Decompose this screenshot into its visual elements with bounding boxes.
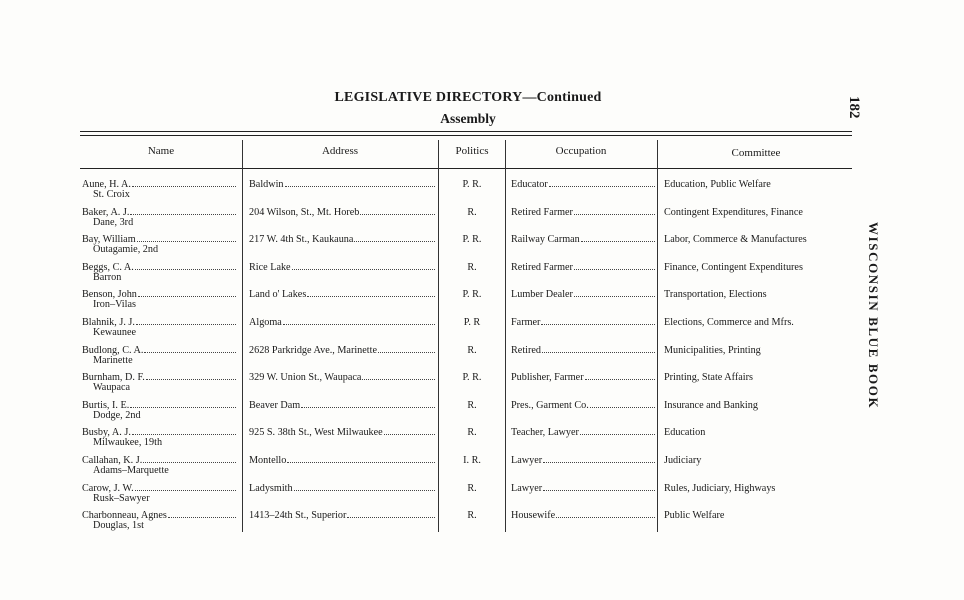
member-occupation: Publisher, Farmer	[511, 372, 655, 383]
top-rule-double	[80, 135, 852, 136]
member-committee: Printing, State Affairs	[664, 372, 753, 384]
member-name: Busby, A. J.	[82, 427, 236, 438]
member-name: Carow, J. W.	[82, 483, 236, 494]
member-committee: Contingent Expenditures, Finance	[664, 206, 803, 218]
member-committee: Rules, Judiciary, Highways	[664, 482, 776, 494]
member-district: Milwaukee, 19th	[93, 437, 163, 449]
member-district: Adams–Marquette	[93, 465, 169, 476]
member-district: Outagamie, 2nd	[93, 244, 159, 256]
member-politics: P. R.	[462, 179, 482, 190]
member-address: Rice Lake	[249, 262, 435, 273]
member-politics: P. R.	[462, 372, 482, 384]
member-committee: Education	[664, 427, 706, 439]
member-committee: Education, Public Welfare	[664, 179, 771, 190]
member-committee: Labor, Commerce & Manufactures	[664, 234, 807, 246]
member-address: Land o' Lakes	[249, 289, 435, 300]
member-address: 204 Wilson, St., Mt. Horeb	[249, 207, 435, 218]
member-committee: Judiciary	[664, 455, 702, 466]
column-header-address: Address	[321, 145, 359, 157]
page-number: 182	[846, 96, 862, 119]
member-occupation: Retired Farmer	[511, 207, 655, 218]
member-committee: Finance, Contingent Expenditures	[664, 261, 803, 273]
table-row	[0, 455, 964, 483]
member-address: 1413–24th St., Superior	[249, 510, 435, 521]
table-row	[0, 262, 964, 290]
member-name: Aune, H. A.	[82, 179, 236, 190]
member-address: 329 W. Union St., Waupaca	[249, 372, 435, 383]
table-row	[0, 234, 964, 262]
member-occupation: Retired Farmer	[511, 262, 655, 273]
member-politics: P. R	[463, 317, 481, 328]
member-occupation: Retired	[511, 345, 655, 356]
member-occupation: Housewife	[511, 510, 655, 521]
member-address: Beaver Dam	[249, 400, 435, 411]
member-occupation: Lawyer	[511, 455, 655, 466]
table-row	[0, 289, 964, 317]
member-occupation: Pres., Garment Co.	[511, 400, 655, 411]
table-row	[0, 317, 964, 345]
table-row	[0, 345, 964, 373]
member-occupation: Lumber Dealer	[511, 289, 655, 300]
member-name: Budlong, C. A.	[82, 345, 236, 356]
column-header-politics: Politics	[455, 145, 489, 157]
member-name: Beggs, C. A.	[82, 262, 236, 273]
member-politics: R.	[467, 206, 477, 218]
top-rule	[80, 131, 852, 132]
member-district: Rusk–Sawyer	[93, 492, 150, 504]
member-committee: Transportation, Elections	[664, 289, 767, 301]
member-name: Baker, A. J.	[82, 207, 236, 218]
member-occupation: Lawyer	[511, 483, 655, 494]
member-district: Dodge, 2nd	[93, 409, 141, 421]
member-name: Callahan, K. J.	[82, 455, 236, 466]
table-row	[0, 483, 964, 511]
member-district: Douglas, 1st	[93, 520, 144, 532]
member-district: Waupaca	[93, 382, 131, 394]
table-row	[0, 207, 964, 235]
member-district: Iron–Vilas	[93, 299, 136, 311]
member-committee: Public Welfare	[664, 510, 725, 522]
column-header-name: Name	[147, 145, 175, 157]
member-district: Marinette	[93, 354, 133, 366]
table-row	[0, 427, 964, 455]
member-address: Montello	[249, 455, 435, 466]
member-occupation: Farmer	[511, 317, 655, 328]
member-district: Dane, 3rd	[93, 216, 134, 228]
member-address: 925 S. 38th St., West Milwaukee	[249, 427, 435, 438]
member-politics: P. R.	[462, 289, 482, 301]
table-row	[0, 179, 964, 207]
member-name: Burtis, I. E.	[82, 400, 236, 411]
member-committee: Insurance and Banking	[664, 399, 758, 411]
member-name: Bay, William	[82, 234, 236, 245]
member-occupation: Teacher, Lawyer	[511, 427, 655, 438]
member-address: Ladysmith	[249, 483, 435, 494]
member-politics: R.	[467, 427, 477, 439]
member-address: Algoma	[249, 317, 435, 328]
column-header-committee: Committee	[731, 147, 781, 159]
member-name: Burnham, D. F.	[82, 372, 236, 383]
member-committee: Municipalities, Printing	[664, 344, 761, 356]
member-politics: R.	[467, 399, 477, 411]
member-name: Charbonneau, Agnes	[82, 510, 236, 521]
section-subtitle: Assembly	[440, 111, 496, 126]
member-politics: R.	[467, 261, 477, 273]
table-row	[0, 372, 964, 400]
column-header-occupation: Occupation	[555, 145, 607, 157]
member-occupation: Railway Carman	[511, 234, 655, 245]
member-politics: R.	[467, 344, 477, 356]
member-district: St. Croix	[93, 189, 130, 200]
member-address: 2628 Parkridge Ave., Marinette	[249, 345, 435, 356]
page-title: LEGISLATIVE DIRECTORY—Continued	[334, 90, 602, 105]
member-name: Blahnik, J. J.	[82, 317, 236, 328]
member-name: Benson, John	[82, 289, 236, 300]
member-address: Baldwin	[249, 179, 435, 190]
member-politics: R.	[467, 482, 477, 494]
member-politics: R.	[467, 510, 477, 522]
member-politics: P. R.	[462, 234, 482, 246]
member-committee: Elections, Commerce and Mfrs.	[664, 317, 794, 328]
table-row	[0, 400, 964, 428]
member-politics: I. R.	[463, 455, 481, 466]
member-district: Kewaunee	[93, 327, 136, 338]
running-side-title: WISCONSIN BLUE BOOK	[866, 222, 881, 410]
member-address: 217 W. 4th St., Kaukauna	[249, 234, 435, 245]
header-rule	[80, 168, 852, 169]
member-district: Barron	[93, 271, 122, 283]
table-row	[0, 510, 964, 538]
member-occupation: Educator	[511, 179, 655, 190]
